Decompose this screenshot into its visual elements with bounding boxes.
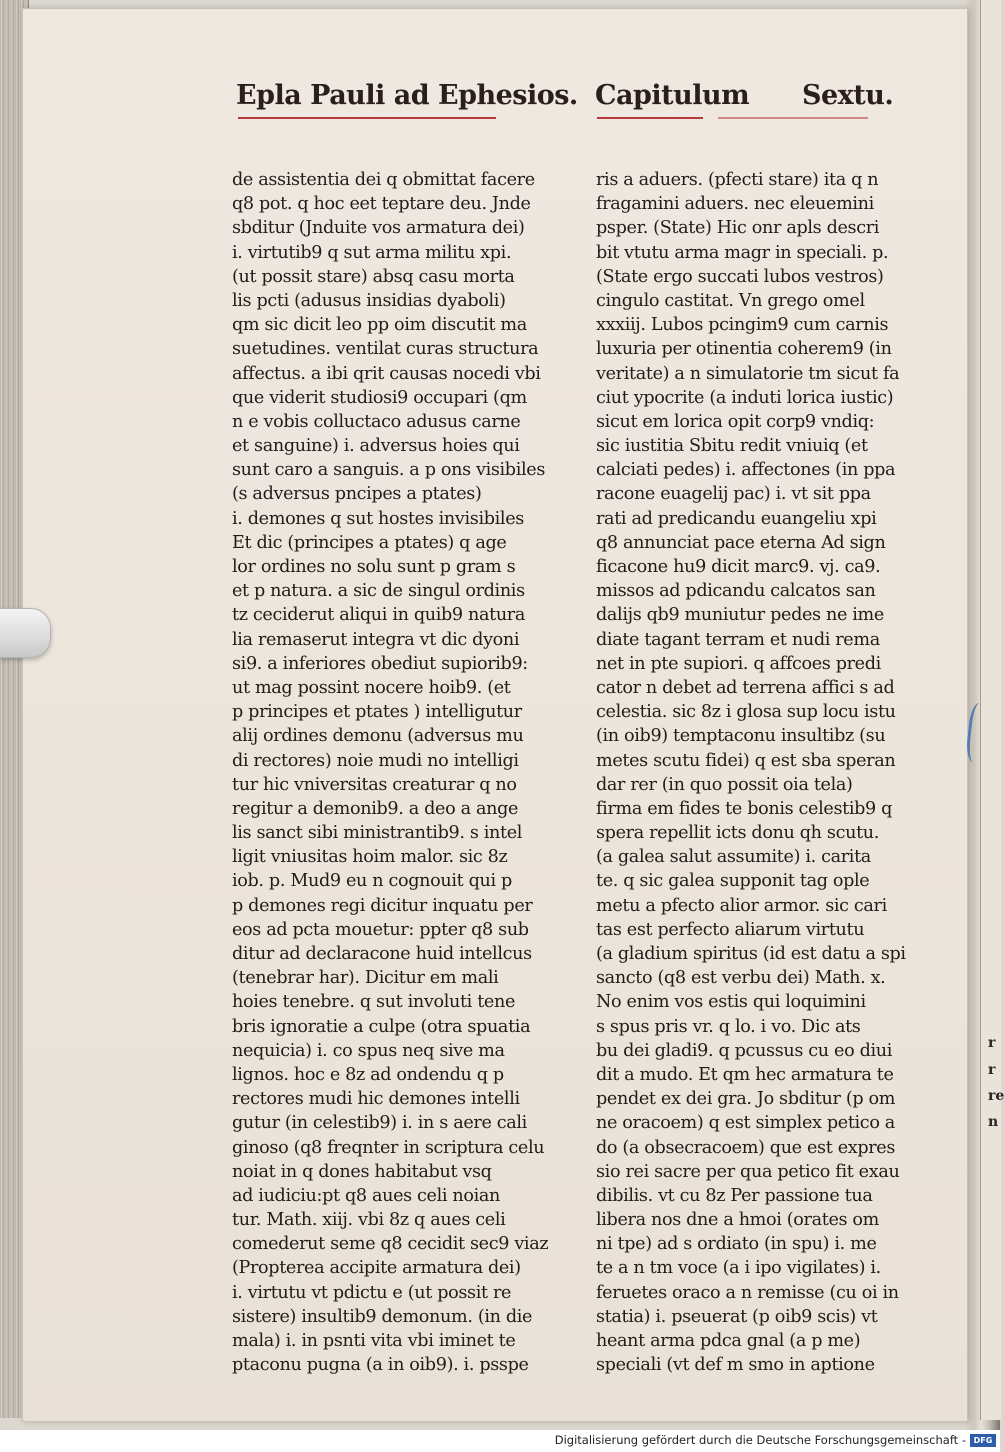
text-line: suetudines. ventilat curas structura <box>232 339 539 360</box>
text-line: diate tagant terram et nudi rema <box>596 629 880 650</box>
text-line: que viderit studiosi9 occupari (qm <box>232 387 527 408</box>
text-line: fragamini aduers. nec eleuemini <box>596 194 874 215</box>
text-line: speciali (vt def m smo in aptione <box>596 1355 875 1376</box>
footer-credit: Digitalisierung gefördert durch die Deutsche Forschungsgemeinschaft - <box>554 1433 966 1447</box>
text-line: affectus. a ibi qrit causas nocedi vbi <box>232 363 541 384</box>
text-line: bu dei gladi9. q pcussus cu eo diui <box>596 1040 893 1061</box>
text-line: dit a mudo. Et qm hec armatura te <box>596 1064 894 1085</box>
rubric-underline-left <box>238 117 496 119</box>
text-line: dibilis. vt cu 8z Per passione tua <box>596 1185 873 1206</box>
text-line: di rectores) noie mudi no intelligi <box>232 750 519 771</box>
text-line: Et dic (principes a ptates) q age <box>232 532 507 553</box>
text-line: xxxiij. Lubos pcingim9 cum carnis <box>596 315 889 336</box>
text-line: regitur a demonib9. a deo a ange <box>232 798 519 819</box>
text-line: ciut ypocrite (a induti lorica iustic) <box>596 387 894 408</box>
text-line: si9. a inferiores obediut supiorib9: <box>232 653 528 674</box>
text-line: et sanguine) i. adversus hoies qui <box>232 436 520 457</box>
dfg-logo: DFG <box>970 1434 996 1447</box>
text-line: ne oracoem) q est simplex petico a <box>596 1113 895 1134</box>
text-line: et p natura. a sic de singul ordinis <box>232 581 525 602</box>
text-line: psper. (State) Hic onr apls descri <box>596 218 880 239</box>
text-line: mala) i. in psnti vita vbi iminet te <box>232 1331 516 1351</box>
text-line: (tenebrar har). Dicitur em mali <box>232 968 499 989</box>
text-line: sbditur (Jnduite vos armatura dei) <box>232 218 525 239</box>
text-line: tz ceciderut aliqui in quib9 natura <box>232 605 526 626</box>
rubric-underline-right <box>718 117 868 119</box>
text-line: sancto (q8 est verbu dei) Math. x. <box>596 968 886 989</box>
next-page-fragment: re <box>988 1088 1004 1104</box>
text-line: statia) i. pseuerat (p oib9 scis) vt <box>596 1306 878 1327</box>
text-line: ficacone hu9 dicit marc9. vj. ca9. <box>596 557 881 577</box>
text-line: metu a pfecto alior armor. sic cari <box>596 895 887 916</box>
running-title-chapter: Capitulum <box>595 80 750 111</box>
text-line: veritate) a n simulatorie tm sicut fa <box>596 363 900 384</box>
text-line: sicut em lorica opit corp9 vndiq: <box>596 411 875 432</box>
text-line: p demones regi dicitur inquatu per <box>232 895 533 916</box>
text-line: sio rei sacre per qua petico fit exau <box>596 1161 900 1182</box>
text-line: de assistentia dei q obmittat facere <box>232 170 535 190</box>
text-line: cator n debet ad terrena affici s ad <box>596 677 895 698</box>
text-line: te a n tm voce (a i ipo vigilates) i. <box>596 1258 881 1279</box>
text-line: cingulo castitat. Vn grego omel <box>596 290 865 311</box>
text-line: alij ordines demonu (adversus mu <box>232 726 524 747</box>
text-line: No enim vos estis qui loquimini <box>596 992 866 1013</box>
text-line: lis sanct sibi ministrantib9. s intel <box>232 823 523 844</box>
text-line: lis pcti (adusus insidias dyaboli) <box>232 290 506 311</box>
text-line: heant arma pdca gnal (a p me) <box>596 1331 861 1351</box>
text-line: q8 annunciat pace eterna Ad sign <box>596 532 886 553</box>
text-line: eos ad pcta mouetur: ppter q8 sub <box>232 919 529 940</box>
text-line: lignos. hoc e 8z ad ondendu q p <box>232 1064 504 1085</box>
text-line: ni tpe) ad s ordiato (in spu) i. me <box>596 1234 877 1255</box>
text-line: firma em fides te bonis celestib9 q <box>596 798 893 819</box>
text-line: sunt caro a sanguis. a p ons visibiles <box>232 460 546 481</box>
text-line: comederut seme q8 cecidit sec9 viaz <box>232 1234 549 1255</box>
text-column-right <box>596 168 906 1377</box>
text-line: ligit vniusitas hoim malor. sic 8z <box>232 847 508 868</box>
text-line: iob. p. Mud9 eu n cognouit qui p <box>232 871 512 892</box>
text-line: lor ordines no solu sunt p gram s <box>232 557 516 577</box>
text-line: qm sic dicit leo pp oim discutit ma <box>232 315 527 336</box>
text-line: te. q sic galea supponit tag ople <box>596 871 870 892</box>
text-line: hoies tenebre. q sut involuti tene <box>232 992 516 1013</box>
rubric-underline-center <box>597 117 703 119</box>
text-line: net in pte supiori. q affcoes predi <box>596 653 881 674</box>
page-clip <box>0 608 51 658</box>
text-line: luxuria per otinentia coherem9 (in <box>596 339 892 360</box>
text-line: tas est perfecto aliarum virtutu <box>596 919 865 940</box>
text-line: (Propterea accipite armatura dei) <box>232 1258 521 1279</box>
text-line: tur. Math. xiij. vbi 8z q aues celi <box>232 1210 506 1231</box>
text-line: libera nos dne a hmoi (orates om <box>596 1210 880 1231</box>
text-line: lia remaserut integra vt dic dyoni <box>232 629 520 650</box>
text-line: celestia. sic 8z i glosa sup locu istu <box>596 702 896 723</box>
text-line: n e vobis colluctaco adusus carne <box>232 411 521 432</box>
text-line: i. demones q sut hostes invisibiles <box>232 508 524 529</box>
text-line: s spus pris vr. q lo. i vo. Dic ats <box>596 1016 861 1037</box>
running-title-number: Sextu. <box>802 80 894 111</box>
text-line: sic iustitia Sbitu redit vniuiq (et <box>596 436 868 457</box>
text-line: rati ad predicandu euangeliu xpi <box>596 508 877 529</box>
text-line: (s adversus pncipes a ptates) <box>232 484 482 505</box>
text-line: bit vtutu arma magr in speciali. p. <box>596 242 889 263</box>
text-line: spera repellit icts donu qh scutu. <box>596 823 880 844</box>
text-line: tur hic vniversitas creaturar q no <box>232 774 517 795</box>
running-title-left: Epla Pauli ad Ephesios. <box>236 80 578 111</box>
text-line: rectores mudi hic demones intelli <box>232 1089 520 1110</box>
text-line: (a galea salut assumite) i. carita <box>596 847 871 868</box>
next-page-fragment: r <box>988 1035 996 1051</box>
text-line: i. virtutib9 q sut arma militu xpi. <box>232 242 512 263</box>
text-line: feruetes oraco a n remisse (cu oi in <box>596 1282 899 1303</box>
text-line: ad iudiciu:pt q8 aues celi noian <box>232 1185 501 1206</box>
text-line: ptaconu pugna (a in oib9). i. psspe <box>232 1355 529 1376</box>
text-line: dar rer (in quo possit oia tela) <box>596 774 853 795</box>
text-line: (State ergo succati lubos vestros) <box>596 266 884 287</box>
text-line: (ut possit stare) absq casu morta <box>232 266 515 287</box>
text-line: p principes et ptates ) intelligutur <box>232 702 522 723</box>
text-line: gutur (in celestib9) i. in s aere cali <box>232 1113 527 1134</box>
text-line: bris ignoratie a culpe (otra spuatia <box>232 1016 531 1037</box>
text-line: ditur ad declaracone huid intellcus <box>232 944 532 964</box>
text-line: nequicia) i. co spus neq sive ma <box>232 1040 505 1061</box>
next-page-fragment: n <box>988 1114 999 1130</box>
text-line: q8 pot. q hoc eet teptare deu. Jnde <box>232 194 531 215</box>
text-line: (in oib9) temptaconu insultibz (su <box>596 726 886 747</box>
text-line: sistere) insultib9 demonum. (in die <box>232 1306 533 1327</box>
text-line: dalijs qb9 muniutur pedes ne ime <box>596 605 884 626</box>
text-line: calciati pedes) i. affectones (in ppa <box>596 460 896 481</box>
text-line: ginoso (q8 freqnter in scriptura celu <box>232 1137 545 1158</box>
text-column-left <box>232 168 549 1377</box>
text-line: metes scutu fidei) q est sba speran <box>596 750 896 771</box>
text-line: do (a obsecracoem) que est expres <box>596 1137 896 1158</box>
text-line: ris a aduers. (pfecti stare) ita q n <box>596 170 879 190</box>
text-line: (a gladium spiritus (id est datu a spi <box>596 944 906 964</box>
text-line: i. virtutu vt pdictu e (ut possit re <box>232 1282 512 1303</box>
text-line: ut mag possint nocere hoib9. (et <box>232 677 511 698</box>
next-page-fragment: r <box>988 1062 996 1078</box>
text-line: noiat in q dones habitabut vsq <box>232 1161 492 1182</box>
text-line: missos ad pdicandu calcatos san <box>596 581 876 602</box>
text-line: pendet ex dei gra. Jo sbditur (p om <box>596 1089 896 1110</box>
text-line: racone euagelij pac) i. vt sit ppa <box>596 484 871 505</box>
